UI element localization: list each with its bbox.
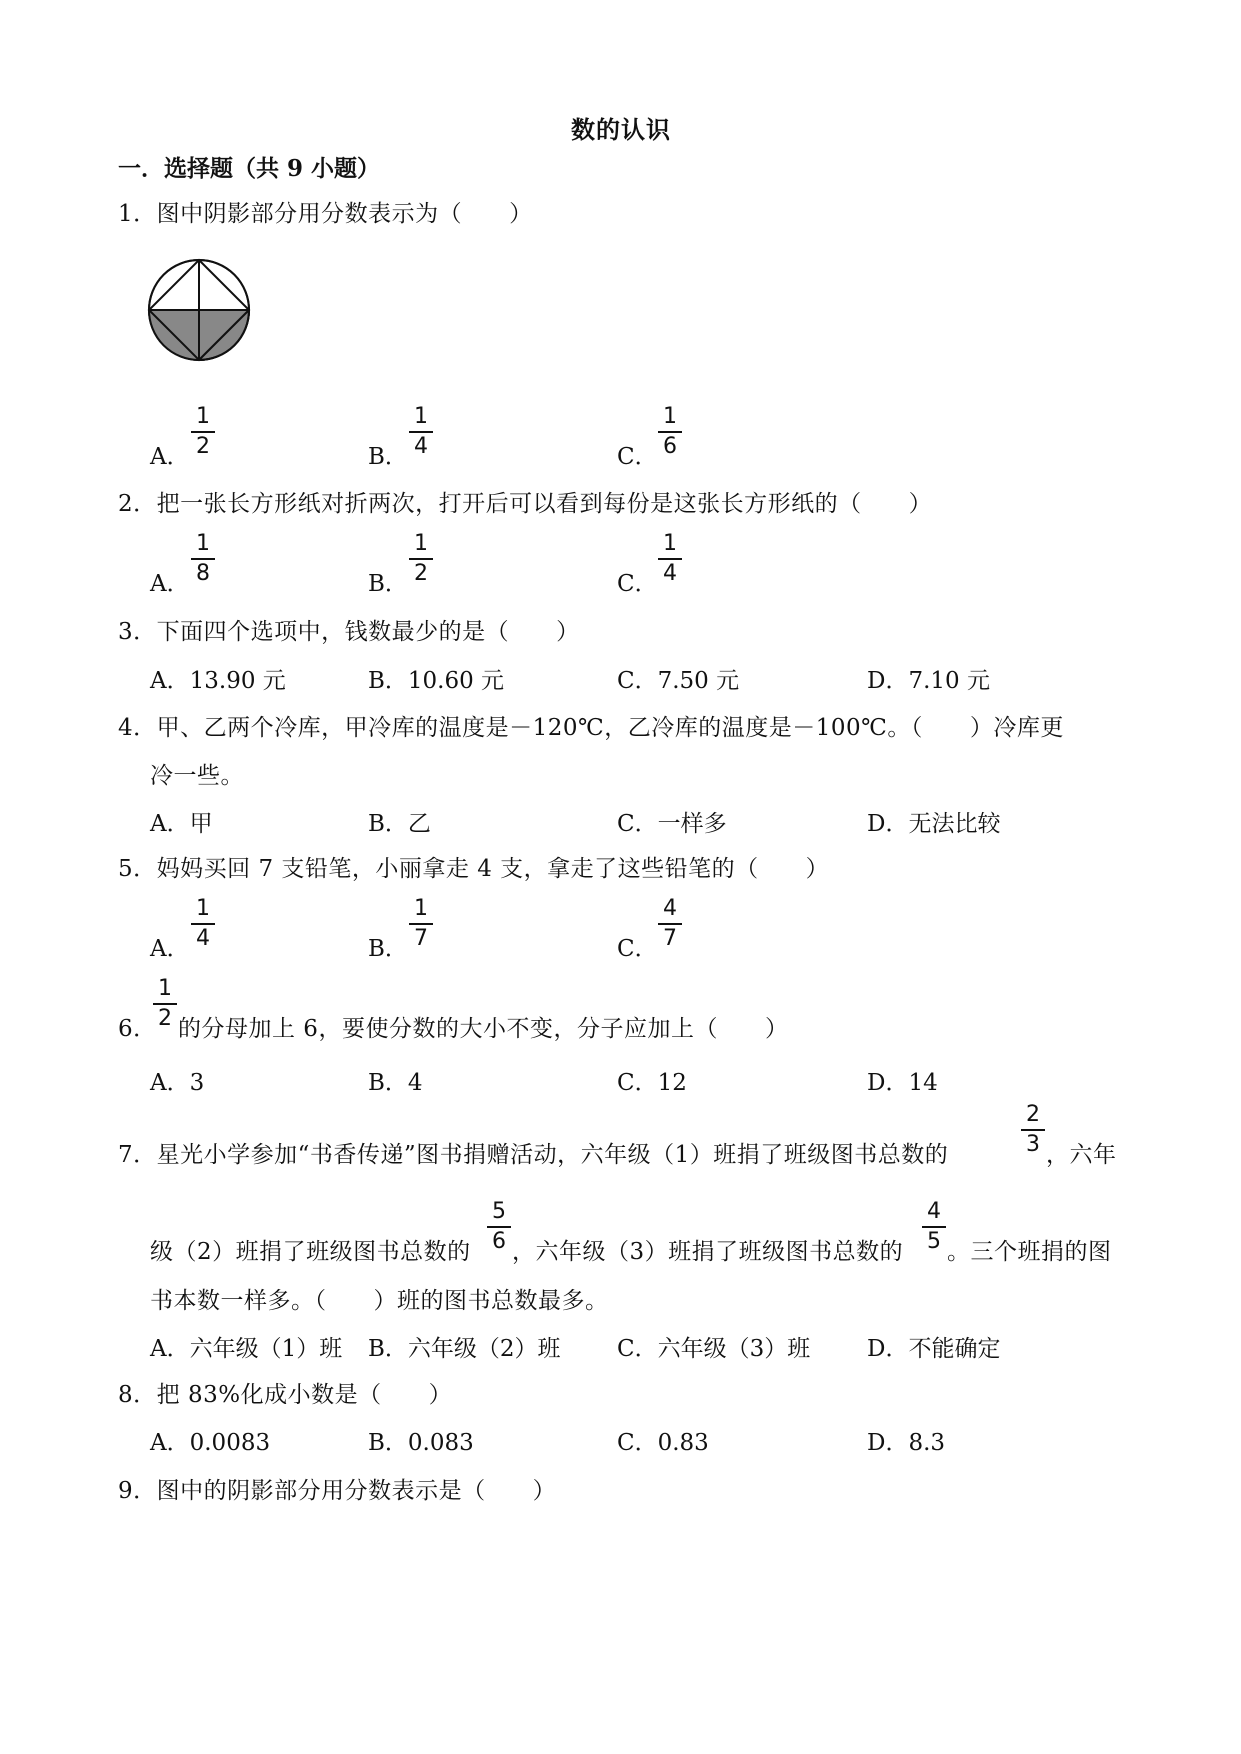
denominator: 2 — [414, 561, 428, 586]
numerator: 1 — [196, 531, 210, 556]
q3-option-d[interactable]: D．7.10 元 — [867, 668, 990, 694]
q8-option-d[interactable]: D．8.3 — [867, 1430, 946, 1456]
q7-option-b[interactable]: B．六年级（2）班 — [368, 1336, 561, 1362]
numerator: 1 — [663, 531, 677, 556]
numerator: 5 — [492, 1199, 506, 1224]
q5-option-c-fraction[interactable] — [657, 898, 683, 952]
q1-option-a-label[interactable]: A． — [150, 444, 190, 470]
section-heading: 一．选择题（共 9 小题） — [118, 155, 381, 182]
question-7-fraction-1 — [1020, 1104, 1046, 1158]
q4-option-d[interactable]: D．无法比较 — [867, 811, 1001, 837]
question-9-text: 9．图中的阴影部分用分数表示是（ ） — [118, 1478, 557, 1504]
denominator: 2 — [196, 434, 210, 459]
q3-option-b[interactable]: B．10.60 元 — [368, 668, 505, 694]
q8-option-a[interactable]: A．0.0083 — [150, 1430, 271, 1456]
page-title: 数的认识 — [571, 115, 671, 144]
question-7-line-2a: 级（2）班捐了班级图书总数的 — [150, 1239, 471, 1265]
q6-option-c[interactable]: C．12 — [617, 1070, 687, 1096]
question-7-line-2c: 。三个班捐的图 — [947, 1239, 1112, 1265]
question-4-line-2: 冷一些。 — [150, 763, 244, 789]
question-7-line-2b: ，六年级（3）班捐了班级图书总数的 — [512, 1239, 904, 1265]
q7-option-c[interactable]: C．六年级（3）班 — [617, 1336, 811, 1362]
numerator: 1 — [196, 404, 210, 429]
q7-option-a[interactable]: A．六年级（1）班 — [150, 1336, 343, 1362]
q2-option-c-label[interactable]: C． — [617, 571, 658, 597]
q5-option-a-fraction[interactable] — [190, 898, 216, 952]
q8-option-b[interactable]: B．0.083 — [368, 1430, 474, 1456]
numerator: 1 — [663, 404, 677, 429]
question-7-line-3: 书本数一样多。（ ）班的图书总数最多。 — [150, 1288, 609, 1314]
numerator: 1 — [158, 976, 172, 1001]
denominator: 3 — [1026, 1132, 1040, 1157]
denominator: 4 — [663, 561, 677, 586]
question-7-line-1-end: ，六年 — [1046, 1142, 1117, 1168]
q1-option-a-fraction[interactable] — [190, 406, 216, 460]
denominator: 8 — [196, 561, 210, 586]
question-8-text: 8．把 83%化成小数是（ ） — [118, 1382, 453, 1408]
question-3-text: 3．下面四个选项中，钱数最少的是（ ） — [118, 619, 580, 645]
denominator: 4 — [414, 434, 428, 459]
denominator: 4 — [196, 926, 210, 951]
question-7-fraction-2 — [486, 1201, 512, 1255]
numerator: 1 — [414, 404, 428, 429]
question-5-text: 5．妈妈买回 7 支铅笔，小丽拿走 4 支，拿走了这些铅笔的（ ） — [118, 856, 830, 882]
question-6-text: 的分母加上 6，要使分数的大小不变，分子应加上（ ） — [178, 1016, 789, 1042]
question-6-number: 6． — [118, 1016, 157, 1042]
q5-option-c-label[interactable]: C． — [617, 936, 658, 962]
q2-option-a-fraction[interactable] — [190, 533, 216, 587]
q4-option-a[interactable]: A．甲 — [150, 811, 213, 837]
q1-option-c-fraction[interactable] — [657, 406, 683, 460]
q5-option-b-fraction[interactable] — [408, 898, 434, 952]
denominator: 2 — [158, 1006, 172, 1031]
numerator: 4 — [663, 896, 677, 921]
question-4-line-1: 4．甲、乙两个冷库，甲冷库的温度是－120℃，乙冷库的温度是－100℃。（ ）冷库更 — [118, 715, 1064, 741]
numerator: 4 — [927, 1199, 941, 1224]
q5-option-b-label[interactable]: B． — [368, 936, 408, 962]
denominator: 7 — [663, 926, 677, 951]
question-1-text: 1．图中阴影部分用分数表示为（ ） — [118, 201, 533, 227]
q1-option-c-label[interactable]: C． — [617, 444, 658, 470]
q6-option-d[interactable]: D．14 — [867, 1070, 938, 1096]
q7-option-d[interactable]: D．不能确定 — [867, 1336, 1001, 1362]
q3-option-c[interactable]: C．7.50 元 — [617, 668, 740, 694]
q2-option-b-label[interactable]: B． — [368, 571, 408, 597]
q2-option-b-fraction[interactable] — [408, 533, 434, 587]
q4-option-c[interactable]: C．一样多 — [617, 811, 727, 837]
q2-option-c-fraction[interactable] — [657, 533, 683, 587]
numerator: 1 — [414, 531, 428, 556]
q6-option-b[interactable]: B．4 — [368, 1070, 423, 1096]
q1-option-b-fraction[interactable] — [408, 406, 434, 460]
q1-option-b-label[interactable]: B． — [368, 444, 408, 470]
denominator: 7 — [414, 926, 428, 951]
numerator: 2 — [1026, 1102, 1040, 1127]
question-2-text: 2．把一张长方形纸对折两次，打开后可以看到每份是这张长方形纸的（ ） — [118, 491, 933, 517]
question-7-fraction-3 — [921, 1201, 947, 1255]
circle-square-figure — [146, 257, 252, 363]
denominator: 6 — [663, 434, 677, 459]
q4-option-b[interactable]: B．乙 — [368, 811, 431, 837]
q3-option-a[interactable]: A．13.90 元 — [150, 668, 286, 694]
question-7-line-1: 7．星光小学参加“书香传递”图书捐赠活动，六年级（1）班捐了班级图书总数的 — [118, 1142, 949, 1168]
denominator: 6 — [492, 1229, 506, 1254]
question-6-fraction — [152, 978, 178, 1032]
denominator: 5 — [927, 1229, 941, 1254]
q6-option-a[interactable]: A．3 — [150, 1070, 205, 1096]
numerator: 1 — [414, 896, 428, 921]
q2-option-a-label[interactable]: A． — [150, 571, 190, 597]
q5-option-a-label[interactable]: A． — [150, 936, 190, 962]
q8-option-c[interactable]: C．0.83 — [617, 1430, 709, 1456]
numerator: 1 — [196, 896, 210, 921]
